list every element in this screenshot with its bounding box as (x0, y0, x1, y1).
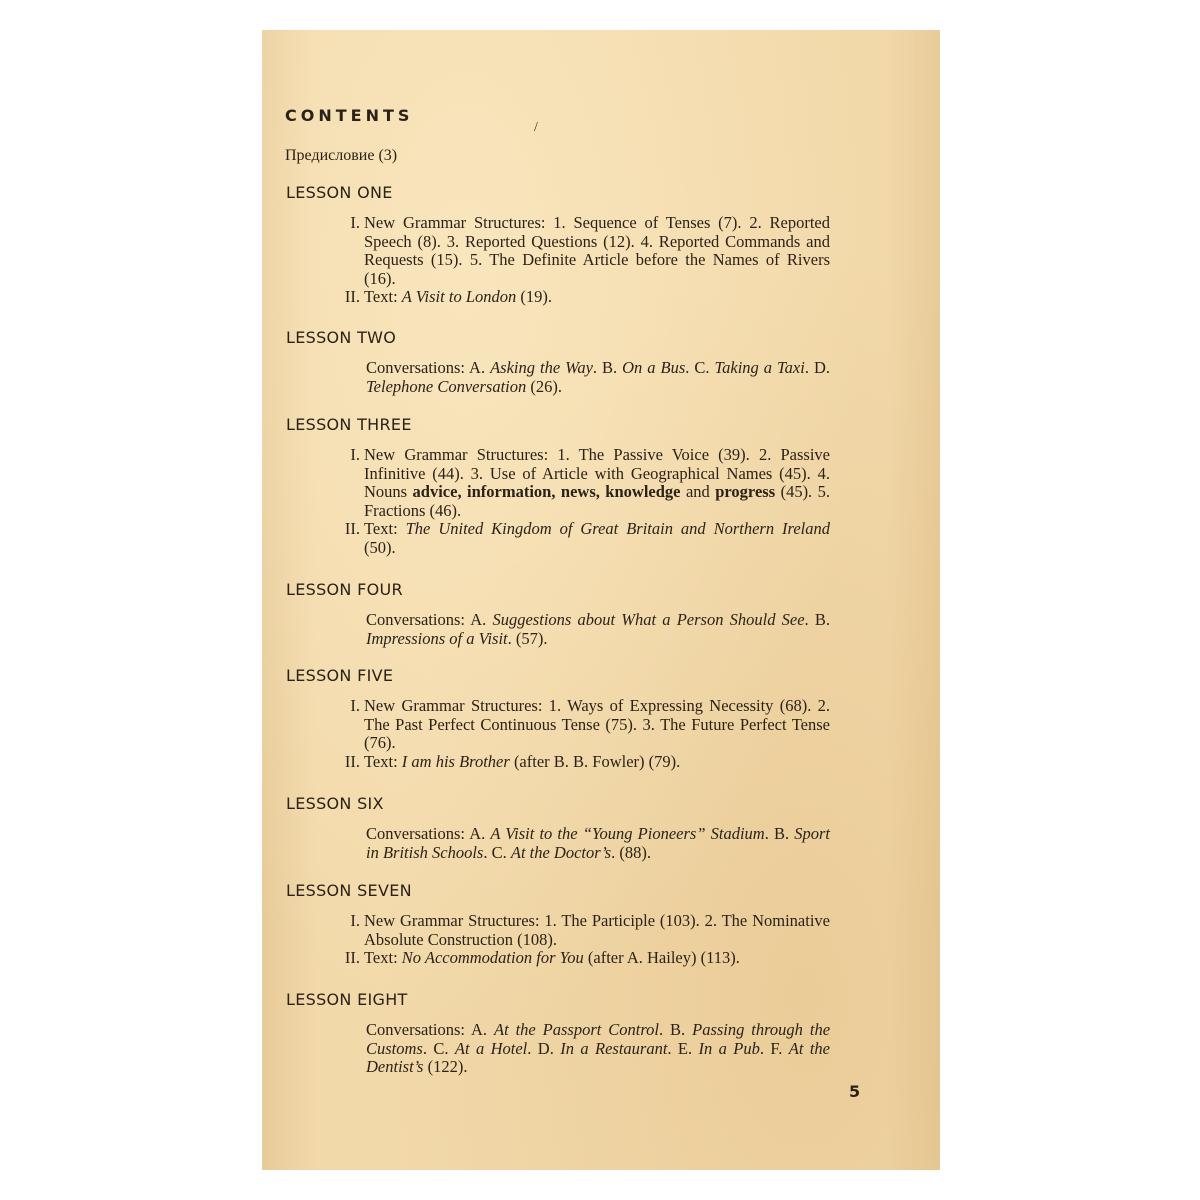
entry-text: . C. (685, 358, 715, 377)
entry-text: Conversations: A. (366, 610, 493, 629)
toc-entry (286, 825, 830, 862)
lesson-heading: LESSON FIVE (286, 666, 394, 685)
entry-title: A Visit to London (401, 287, 517, 306)
lesson-heading: LESSON SIX (286, 794, 384, 813)
entry-text: (122). (423, 1057, 468, 1076)
toc-entry (286, 697, 830, 753)
entry-text: (50). (364, 537, 396, 557)
entry-text: Text: (364, 287, 402, 306)
entry-title: In a Pub (698, 1038, 760, 1058)
entry-title: Taking a Taxi (714, 358, 805, 377)
entry-title: Passing through the Customs (366, 1020, 831, 1058)
entry-number: I. (350, 445, 360, 464)
entry-number: I. (350, 696, 360, 715)
entry-title: At a Hotel (454, 1038, 528, 1058)
book-page (262, 30, 940, 1170)
entry-title: Telephone Conversation (366, 376, 527, 396)
toc-entry (286, 753, 830, 772)
entry-number: II. (344, 948, 360, 967)
entry-text: . C. (483, 842, 511, 862)
contents-title: CONTENTS (285, 106, 414, 125)
entry-text: New Grammar Structures: 1. The Passive Voice (39). 2. Passive Infinitive (44). 3. Use of Article with Geographical Names (45). 4. Nouns (364, 445, 830, 501)
entry-title: A Visit to the “Young Pioneers” Stadium (490, 824, 765, 843)
entry-title: At the Passport Control (493, 1020, 659, 1039)
entry-title: I am his Brother (401, 751, 510, 771)
toc-entry (286, 359, 830, 396)
entry-number: II. (344, 287, 360, 306)
entry-keywords: advice, information, news, knowledge (412, 482, 681, 501)
entry-title: In a Restaurant (560, 1038, 668, 1058)
entry-text: . F. (759, 1038, 789, 1058)
toc-entry (286, 912, 830, 949)
preface-entry: Предисловие (3) (285, 147, 398, 164)
lesson-heading: LESSON TWO (286, 328, 397, 347)
lesson-heading: LESSON EIGHT (286, 990, 408, 1009)
entry-text: Text: (364, 948, 402, 967)
entry-text: Conversations: A. (366, 1020, 494, 1039)
entry-text: (after A. Hailey) (113). (583, 948, 740, 967)
entry-text: . D. (804, 358, 830, 377)
entry-text: New Grammar Structures: 1. Sequence of Tenses (7). 2. Reported Speech (8). 3. Reported Questions (12). 4. Reported Commands and Requests (15). 5. The Definite Article before the Names of Rivers (16). (364, 213, 830, 288)
lesson-heading: LESSON THREE (286, 415, 412, 434)
entry-text: New Grammar Structures: 1. Ways of Expressing Necessity (68). 2. The Past Perfect Continuous Tense (75). 3. The Future Perfect Tense (76). (364, 696, 830, 752)
lesson-six (286, 794, 886, 862)
entry-number: II. (344, 519, 360, 538)
toc-entry (286, 288, 830, 307)
entry-text: . D. (527, 1038, 561, 1058)
toc-entry (286, 520, 830, 557)
lesson-three (286, 415, 886, 557)
entry-title: Impressions of a Visit (366, 628, 508, 648)
entry-title: Asking the Way (490, 358, 593, 377)
lesson-seven (286, 881, 886, 968)
entry-text: Text: (364, 751, 402, 771)
lesson-heading: LESSON SEVEN (286, 881, 412, 900)
entry-keywords: progress (715, 482, 776, 501)
entry-number: I. (350, 911, 360, 930)
entry-number: II. (344, 751, 360, 771)
entry-text: . C. (422, 1038, 455, 1058)
entry-text: and (680, 482, 716, 501)
entry-number: I. (350, 213, 360, 232)
entry-title: Sport in British Schools (366, 824, 830, 862)
entry-text: . E. (667, 1038, 699, 1058)
entry-text: . B. (764, 824, 795, 843)
entry-text: (26). (526, 376, 563, 396)
toc-entry (286, 949, 830, 968)
entry-text: . B. (804, 610, 830, 629)
entry-text: (19). (516, 287, 552, 306)
lesson-eight (286, 990, 886, 1077)
entry-title: At the Doctor’s (510, 842, 612, 862)
entry-text: . B. (659, 1020, 693, 1039)
entry-title: No Accommodation for You (401, 948, 584, 967)
entry-title: The United Kingdom of Great Britain and Northern Ireland (405, 519, 831, 538)
entry-title: Suggestions about What a Person Should See (492, 610, 805, 629)
entry-title: On a Bus (622, 358, 686, 377)
entry-text: . (57). (507, 628, 548, 648)
lesson-heading: LESSON FOUR (286, 580, 403, 599)
lesson-four (286, 580, 886, 648)
toc-entry (286, 214, 830, 288)
toc-entry (286, 1021, 830, 1077)
stray-mark: / (534, 120, 538, 135)
entry-text: . B. (592, 358, 623, 377)
page-number: 5 (849, 1082, 861, 1101)
lesson-two (286, 328, 886, 396)
lesson-five (286, 666, 886, 771)
entry-text: (45). 5. Fractions (46). (364, 482, 831, 520)
toc-entry (286, 446, 830, 520)
toc-entry (286, 611, 830, 648)
entry-title: At the Dentist’s (366, 1038, 830, 1076)
entry-text: (after B. B. Fowler) (79). (509, 751, 681, 771)
entry-text: New Grammar Structures: 1. The Participle (103). 2. The Nominative Absolute Construction (108). (364, 911, 830, 949)
entry-text: . (88). (611, 842, 651, 862)
lesson-heading: LESSON ONE (286, 183, 393, 202)
entry-text: Text: (364, 519, 406, 538)
entry-text: Conversations: A. (366, 358, 491, 377)
lesson-one (286, 183, 886, 307)
entry-text: Conversations: A. (366, 824, 491, 843)
